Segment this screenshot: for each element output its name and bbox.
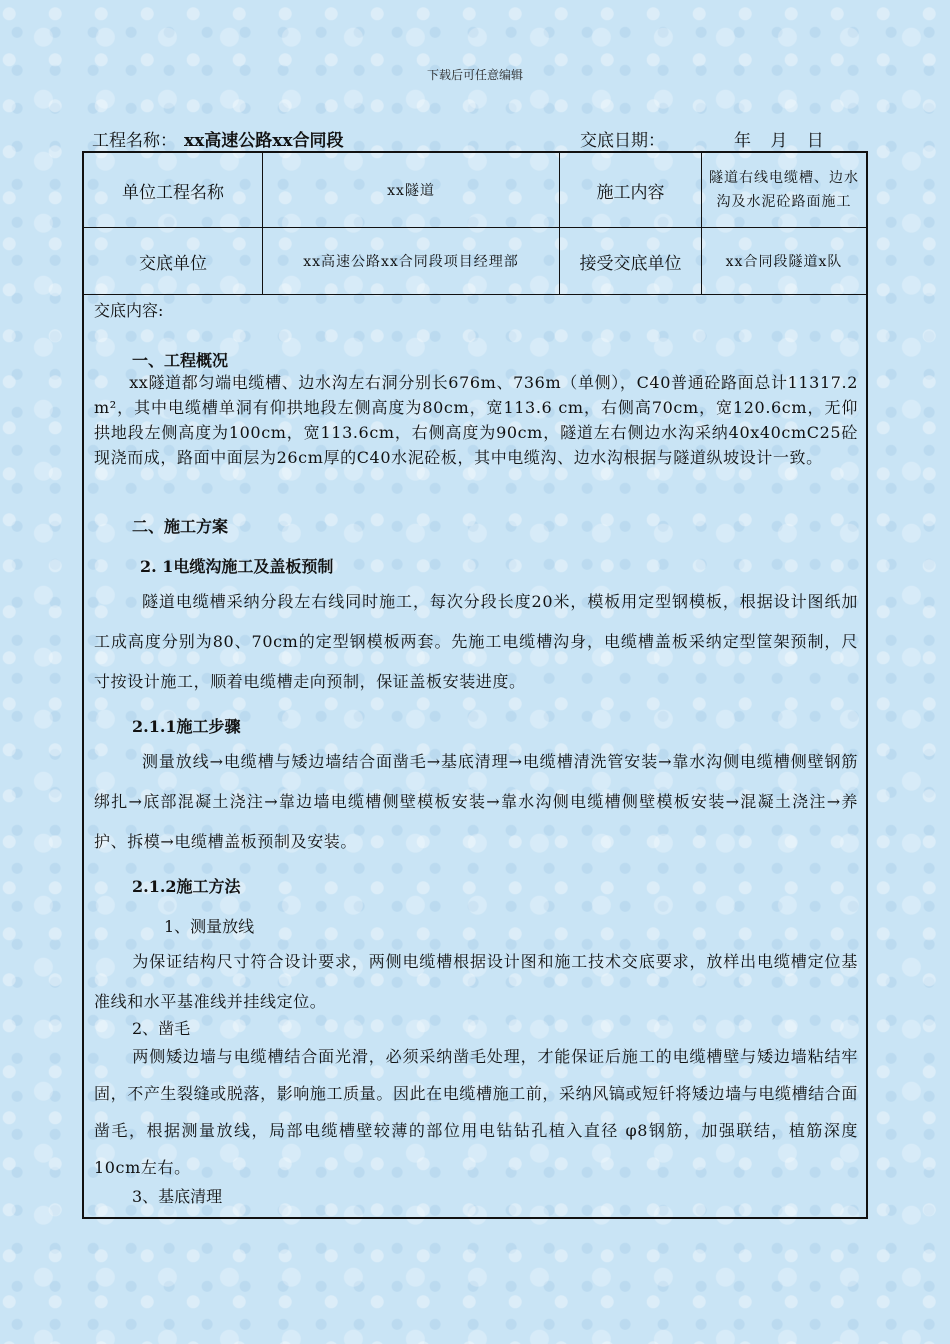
- subsection-title-steps: 2.1.1施工步骤: [132, 717, 241, 736]
- content-label: 交底内容:: [94, 301, 164, 320]
- watermark-text: 下载后可任意编辑: [426, 68, 523, 82]
- method-chiseling-title: 2、凿毛: [132, 1019, 191, 1038]
- document-header: [92, 124, 872, 150]
- construction-content-label: 施工内容: [560, 153, 702, 228]
- unit-project-name-value: xx隧道: [263, 153, 560, 228]
- section-title-plan: 二、施工方案: [132, 517, 229, 536]
- project-name-value: xx高速公路xx合同段: [184, 131, 344, 151]
- steps-paragraph: 测量放线→电缆槽与矮边墙结合面凿毛→基底清理→电缆槽清洗管安装→靠水沟侧电缆槽侧壁钢筋绑扎→底部混凝土浇注→靠边墙电缆槽侧壁模板安装→靠水沟侧电缆槽侧壁模板安装→混凝土浇注→养护、拆模→电缆槽盖板预制及安装。: [94, 752, 858, 851]
- method-survey-title: 1、测量放线: [164, 917, 255, 936]
- unit-project-name-label: 单位工程名称: [84, 153, 263, 228]
- handover-unit-value: xx高速公路xx合同段项目经理部: [263, 228, 560, 295]
- subsection-title-cable-trench: 2. 1电缆沟施工及盖板预制: [140, 557, 334, 576]
- handover-unit-label: 交底单位: [84, 228, 263, 295]
- handover-date-label: 交底日期：: [580, 131, 665, 151]
- cable-trench-paragraph: 隧道电缆槽采纳分段左右线同时施工，每次分段长度20米，模板用定型钢模板，根据设计图纸加工成高度分别为80、70cm的定型钢模板两套。先施工电缆槽沟身，电缆槽盖板采纳定型筐架预制，尺寸按设计施工，顺着电缆槽走向预制，保证盖板安装进度。: [94, 592, 858, 691]
- section-title-overview: 一、工程概况: [132, 351, 229, 370]
- subsection-title-methods: 2.1.2施工方法: [132, 877, 241, 896]
- receiving-unit-value: xx合同段隧道x队: [702, 228, 866, 295]
- overview-paragraph: xx隧道都匀端电缆槽、边水沟左右洞分别长676m、736m（单侧），C40普通砼路面总计11317.2 m²，其中电缆槽单洞有仰拱地段左侧高度为80cm，宽113.6 cm，右侧高70cm，宽120.6cm，无仰拱地段左侧高度为100cm，宽113.6cm，右侧高度为90cm，隧道左右侧边水沟采纳40x40cmC25砼现浇而成，路面中面层为26cm厚的C40水泥砼板，其中电缆沟、边水沟根据与隧道纵坡设计一致。: [94, 373, 858, 467]
- handover-form: [82, 151, 868, 1219]
- method-chiseling-paragraph: 两侧矮边墙与电缆槽结合面光滑，必须采纳凿毛处理，才能保证后施工的电缆槽壁与矮边墙粘结牢固，不产生裂缝或脱落，影响施工质量。因此在电缆槽施工前，采纳风镐或短钎将矮边墙与电缆槽结合面凿毛，根据测量放线，局部电缆槽壁较薄的部位用电钻钻孔植入直径 φ8钢筋，加强联结，植筋深度10cm左右。: [94, 1047, 858, 1177]
- method-survey-paragraph: 为保证结构尺寸符合设计要求，两侧电缆槽根据设计图和施工技术交底要求，放样出电缆槽定位基准线和水平基准线并挂线定位。: [94, 952, 858, 1011]
- handover-date-value: 年 月 日: [734, 131, 824, 151]
- receiving-unit-label: 接受交底单位: [560, 228, 702, 295]
- construction-content-value: 隧道右线电缆槽、边水沟及水泥砼路面施工: [702, 153, 866, 228]
- project-name-label: 工程名称：: [92, 131, 177, 151]
- method-base-cleaning-title: 3、基底清理: [132, 1187, 223, 1206]
